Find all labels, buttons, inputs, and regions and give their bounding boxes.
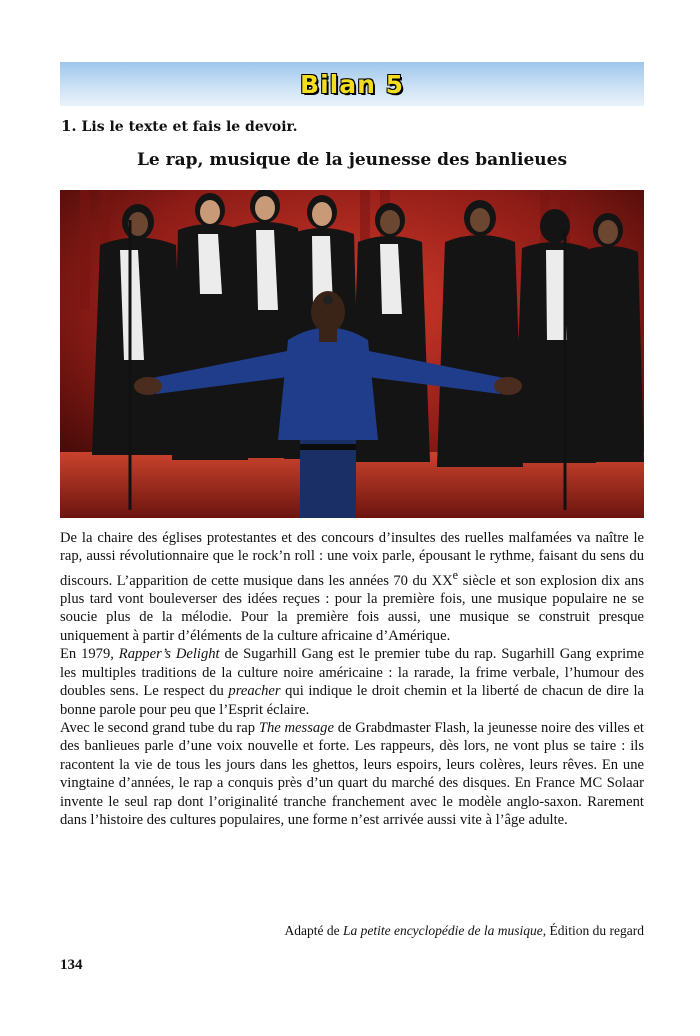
- paragraph-1: De la chaire des églises protestantes et des concours d’insultes des ruelles malfamées va naître le rap, aussi révolutionnaire que le rock’n roll : une voix parle, épousant le rythme, faisant du sens du discours. L’apparition de cette musique dans les années 70 du XXe siècle et son explosion dix ans plus tard vont bouleverser des idées reçues : pour la première fois, une musique populaire ne se soucie plus de la mélodie. Pour la première fois aussi, une musique se construit presque uniquement à partir d’éléments de la culture africaine d’Amérique.: [60, 530, 644, 644]
- source-book-title: La petite encyclopédie de la musique: [342, 923, 543, 938]
- source-citation: Adapté de La petite encyclopédie de la musique, Édition du regard: [284, 923, 644, 938]
- task-number: 1.: [61, 117, 77, 135]
- paragraph-3: Avec le second grand tube du rap The message de Grabdmaster Flash, la jeunesse noire des villes et des banlieues parle d’une voix nouvelle et forte. Les rappeurs, dès lors, ne vont plus se taire : ils racontent la vie de tous les jours dans les ghettos, leurs espoirs, leurs colères, leurs rêves. En une vingtaine d’années, le rap a conquis près d’un quart du marché des disques. En France MC Solaar invente le seul rap dont l’originalité tranche franchement avec le modèle anglo-saxon. Rarement dans l’histoire des cultures populaires, une forme n’est arrivée aussi vite à l’âge adulte.: [60, 719, 644, 828]
- photo-illustration: [60, 190, 644, 518]
- paragraph-2: En 1979, Rapper’s Delight de Sugarhill Gang est le premier tube du rap. Sugarhill Gang exprime les multiples traditions de la culture noire américaine : la rarade, la frime verbale, l’humour des doubles sens. Le respect du preacher qui indique le droit chemin et la liberté de chacun de dire la bonne parole pour peu que l’Esprit éclaire.: [60, 646, 644, 718]
- section-title: Bilan 5: [300, 69, 404, 99]
- article-title: Le rap, musique de la jeunesse des banlieues: [136, 150, 568, 170]
- section-banner: [60, 62, 644, 106]
- task-text: Lis le texte et fais le devoir.: [81, 119, 298, 135]
- page-number: 134: [60, 957, 83, 973]
- task-instruction: [61, 117, 298, 135]
- article-body: [60, 529, 644, 829]
- article-photo: [60, 190, 644, 518]
